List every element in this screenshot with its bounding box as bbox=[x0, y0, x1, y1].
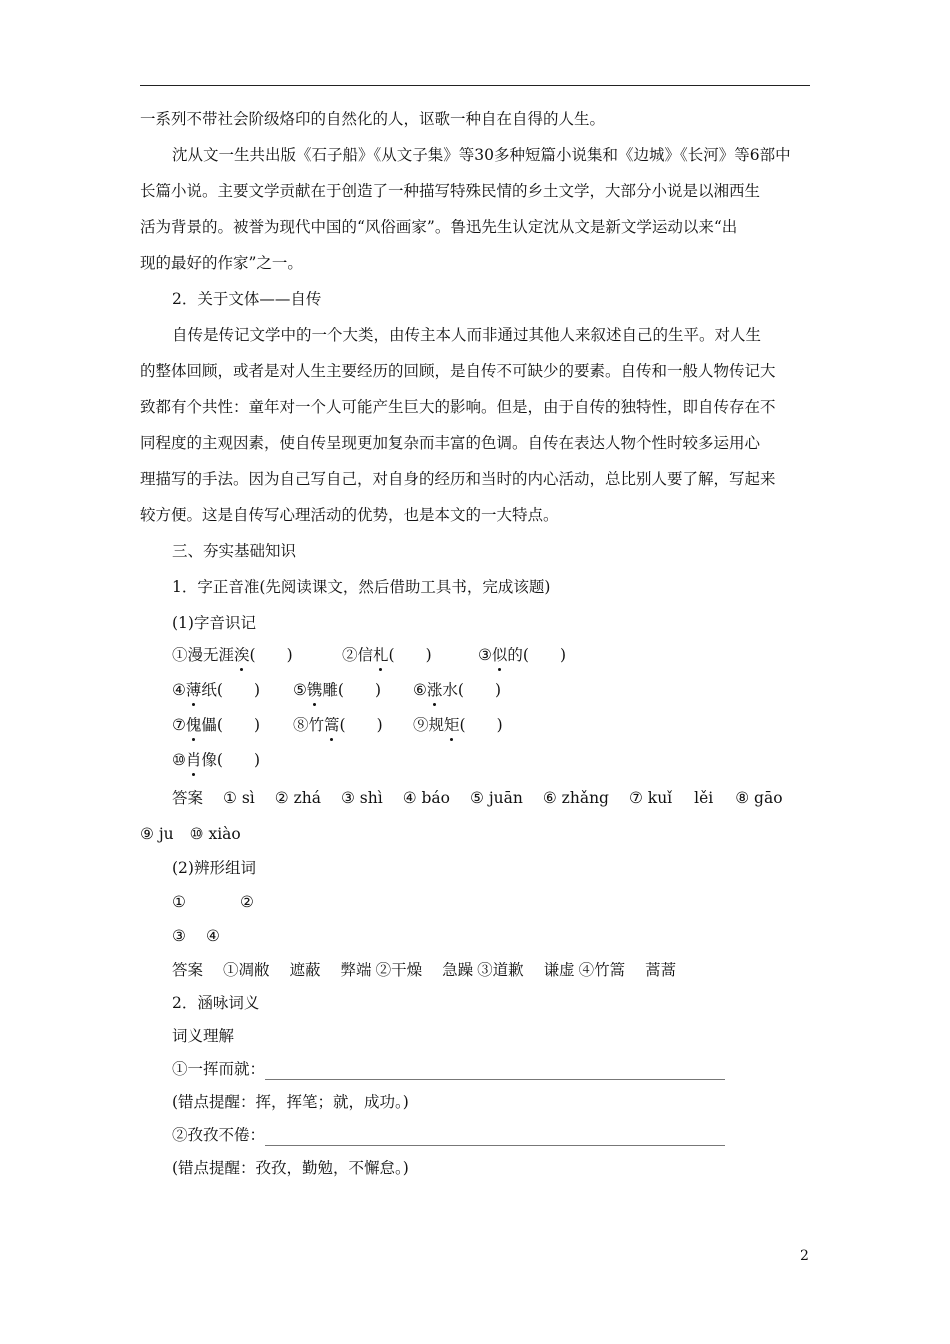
question-2-label: ②孜孜不倦： bbox=[172, 1126, 266, 1144]
answer-7b: lěi bbox=[694, 789, 714, 807]
item-7: ⑦傀儡( ) bbox=[172, 716, 261, 734]
para-2-line-3: 活为背景的。被誉为现代中国的“风俗画家”。鲁迅先生认定沈从文是新文学运动以来“出 bbox=[140, 218, 738, 236]
subsection-1-1-heading: (1)字音识记 bbox=[172, 614, 256, 632]
answer-2-label: 答案 bbox=[172, 961, 204, 979]
form-item-2: ② bbox=[240, 893, 254, 911]
subsection-2-sub: 词义理解 bbox=[172, 1027, 235, 1045]
answer-5: ⑤ juān bbox=[470, 789, 523, 807]
answer-2-word: ③道歉 bbox=[477, 961, 524, 979]
item-3: ③似的( ) bbox=[478, 646, 567, 664]
question-1 bbox=[140, 1058, 810, 1080]
item-2: ②信札( ) bbox=[342, 646, 432, 664]
form-item-4: ④ bbox=[206, 927, 220, 945]
subsection-2-heading: 2．涵咏词义 bbox=[172, 994, 260, 1012]
answer-2-word: ①凋敝 bbox=[223, 961, 270, 979]
para-2-line-2: 长篇小说。主要文学贡献在于创造了一种描写特殊民情的乡土文学，大部分小说是以湘西生 bbox=[140, 182, 761, 200]
answer-label: 答案 bbox=[172, 789, 204, 807]
document-body bbox=[140, 108, 810, 1179]
answer-8: ⑧ gāo bbox=[735, 789, 783, 807]
item-4: ④薄纸( ) bbox=[172, 681, 261, 699]
answer-2-word: 急躁 bbox=[442, 961, 474, 979]
answer-1: ① sì bbox=[223, 789, 255, 807]
heading-2: 2．关于文体——自传 bbox=[172, 290, 322, 308]
answer-7: ⑦ kuǐ bbox=[628, 789, 673, 807]
answer-2: ② zhá bbox=[274, 789, 321, 807]
question-1-label: ①一挥而就： bbox=[172, 1060, 266, 1078]
answer-1-line-1 bbox=[140, 787, 810, 809]
item-9: ⑨规矩( ) bbox=[413, 716, 503, 734]
answer-blank-1[interactable] bbox=[265, 1065, 725, 1080]
item-10: ⑩肖像( ) bbox=[172, 751, 261, 769]
item-1: ①漫无涯涘( ) bbox=[172, 646, 293, 664]
item-5: ⑤镌雕( ) bbox=[293, 681, 382, 699]
item-8: ⑧竹篙( ) bbox=[293, 716, 383, 734]
header-rule bbox=[140, 85, 810, 86]
question-1-tip: (错点提醒：挥，挥笔；就，成功。) bbox=[172, 1093, 409, 1111]
answer-3: ③ shì bbox=[340, 789, 383, 807]
subsection-1-2-heading: (2)辨形组词 bbox=[172, 859, 256, 877]
item-6: ⑥涨水( ) bbox=[413, 681, 502, 699]
answer-2-word: 弊端 bbox=[340, 961, 372, 979]
answer-6: ⑥ zhǎng bbox=[542, 789, 609, 807]
para-3-line-1: 自传是传记文学中的一个大类，由传主本人而非通过其他人来叙述自己的生平。对人生 bbox=[172, 326, 762, 344]
pinyin-row-3 bbox=[140, 714, 810, 736]
para-2-line-4: 现的最好的作家”之一。 bbox=[140, 254, 303, 272]
para-3-line-2: 的整体回顾，或者是对人生主要经历的回顾，是自传不可缺少的要素。自传和一般人物传记大 bbox=[140, 362, 776, 380]
answer-2-word: 蒿蒿 bbox=[645, 961, 677, 979]
section-3-heading: 三、夯实基础知识 bbox=[172, 542, 297, 560]
para-3-line-6: 较方便。这是自传写心理活动的优势，也是本文的一大特点。 bbox=[140, 506, 559, 524]
answer-10: ⑩ xiào bbox=[189, 825, 241, 843]
pinyin-row-1 bbox=[140, 644, 810, 666]
answer-blank-2[interactable] bbox=[265, 1131, 725, 1146]
para-3-line-4: 同程度的主观因素，使自传呈现更加复杂而丰富的色调。自传在表达人物个性时较多运用心 bbox=[140, 434, 761, 452]
pinyin-row-2 bbox=[140, 679, 810, 701]
answer-2-word: ②干燥 bbox=[375, 961, 423, 979]
para-1: 一系列不带社会阶级烙印的自然化的人，讴歌一种自在自得的人生。 bbox=[140, 110, 606, 128]
answer-2-word: ④竹篙 bbox=[578, 961, 626, 979]
para-3-line-3: 致都有个共性：童年对一个人可能产生巨大的影响。但是，由于自传的独特性，即自传存在不 bbox=[140, 398, 776, 416]
form-row-1 bbox=[140, 891, 810, 913]
subsection-1-heading: 1．字正音准(先阅读课文，然后借助工具书，完成该题) bbox=[172, 578, 551, 596]
pinyin-row-4 bbox=[140, 749, 810, 771]
answer-4: ④ báo bbox=[402, 789, 451, 807]
para-3-line-5: 理描写的手法。因为自己写自己，对自身的经历和当时的内心活动，总比别人要了解，写起来 bbox=[140, 470, 776, 488]
question-2-tip: (错点提醒：孜孜，勤勉，不懈怠。) bbox=[172, 1159, 409, 1177]
answer-2-word: 谦虚 bbox=[543, 961, 575, 979]
form-item-3: ③ bbox=[172, 927, 186, 945]
answer-9: ⑨ ju bbox=[140, 825, 174, 843]
form-item-1: ① bbox=[172, 893, 186, 911]
page-number: 2 bbox=[800, 1248, 809, 1264]
answer-1-line-2 bbox=[140, 823, 810, 845]
answer-2-line bbox=[140, 959, 810, 981]
form-row-2 bbox=[140, 925, 810, 947]
para-2-line-1: 沈从文一生共出版《石子船》《从文子集》等30多种短篇小说集和《边城》《长河》等6部中 bbox=[172, 146, 791, 164]
question-2 bbox=[140, 1124, 810, 1146]
answer-2-word: 遮蔽 bbox=[289, 961, 321, 979]
